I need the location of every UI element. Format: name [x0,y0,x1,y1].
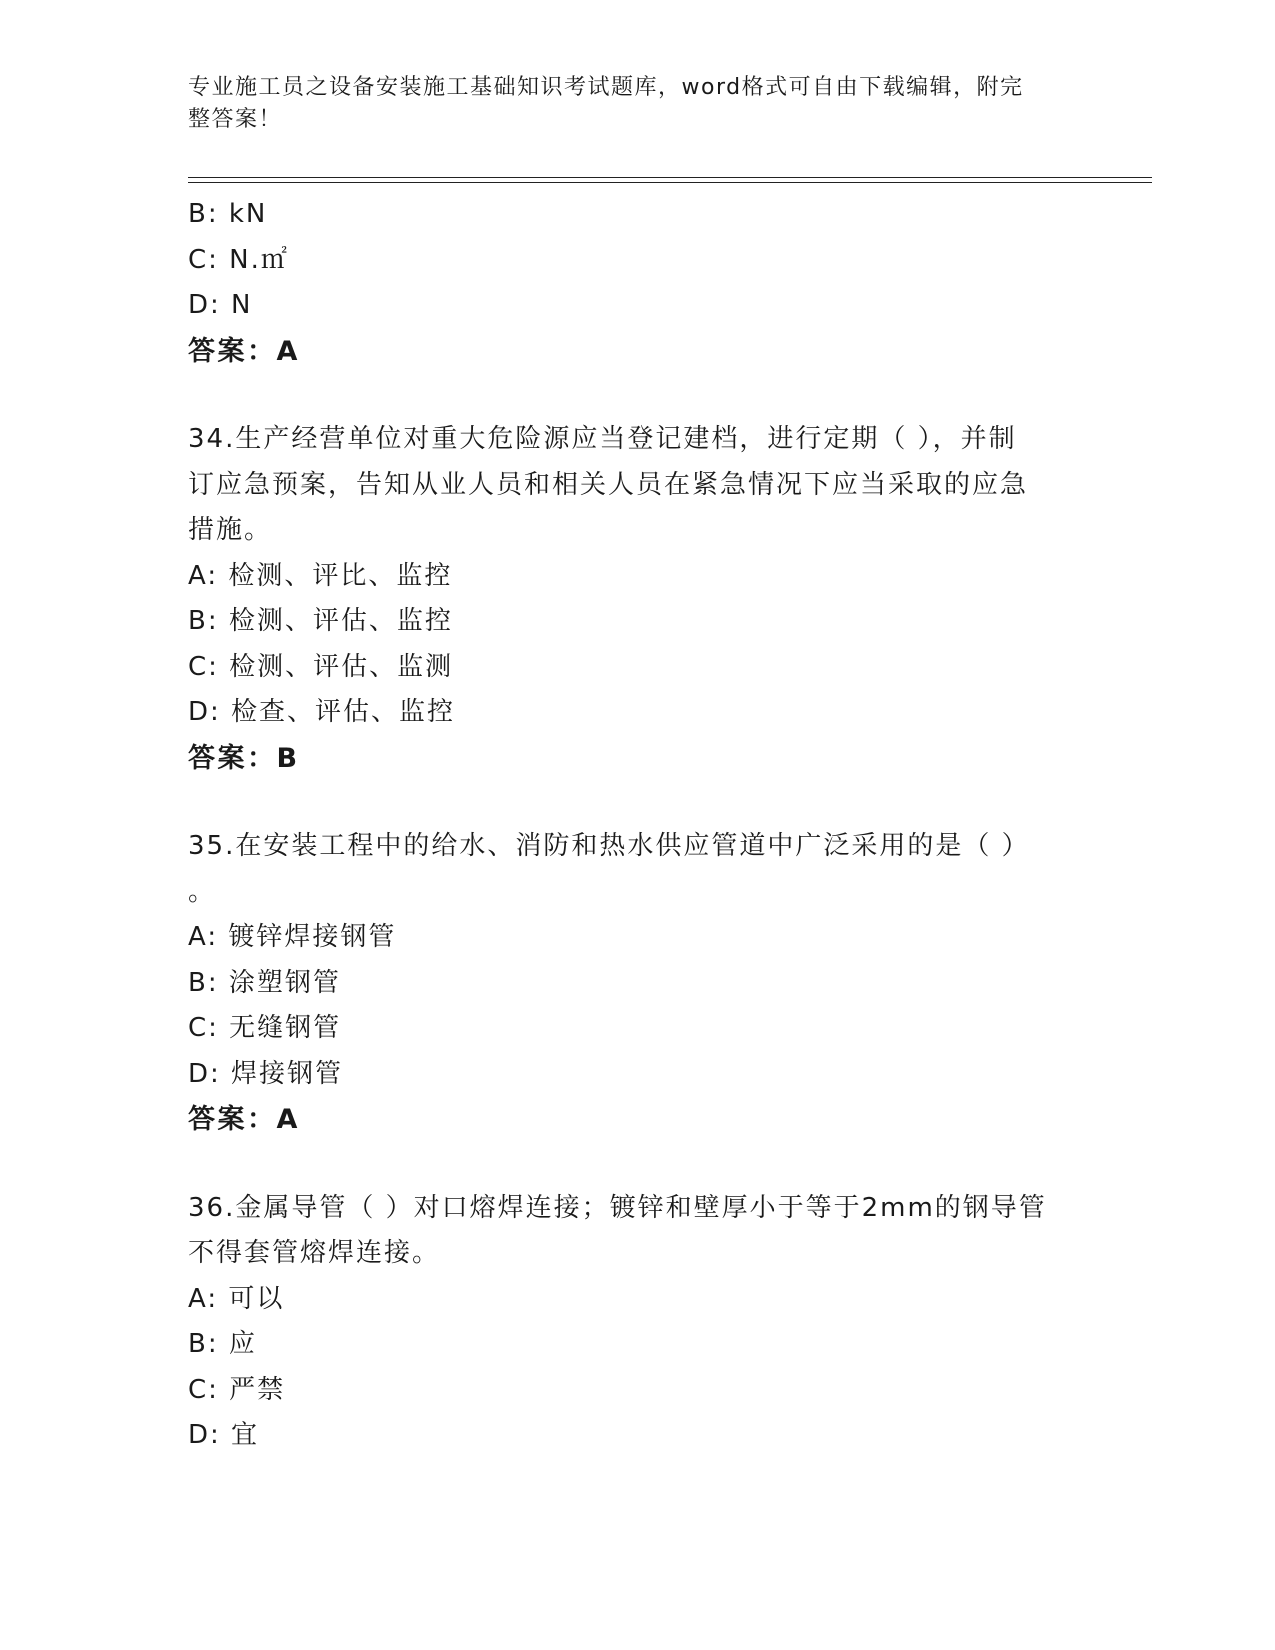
option-b: B: kN [188,199,268,229]
option-a: A: 可以 [188,1283,285,1314]
question-stem: 订应急预案，告知从业人员和相关人员在紧急情况下应当采取的应急 [188,469,1029,500]
question-list [188,192,1068,1459]
option-c: C: 严禁 [188,1374,286,1405]
header-line-1: 专业施工员之设备安装施工基础知识考试题库，word格式可自由下载编辑，附完 [188,75,1024,100]
option-b: B: 检测、评估、监控 [188,606,453,636]
option-b: B: 涂塑钢管 [188,967,341,998]
question-stem: 35.在安装工程中的给水、消防和热水供应管道中广泛采用的是（ ） [188,831,1030,861]
header-line-2: 整答案！ [188,107,283,132]
option-c: C: N.㎡ [188,244,289,275]
spacer [188,374,1068,417]
option-a: A: 镀锌焊接钢管 [188,922,397,952]
question-stem: 34.生产经营单位对重大危险源应当登记建档，进行定期（ ），并制 [188,424,1017,454]
answer: 答案：A [188,1104,300,1135]
option-c: C: 无缝钢管 [188,1013,342,1043]
header-divider-bottom [188,182,1152,183]
document-header [188,72,1068,136]
option-d: D: 焊接钢管 [188,1058,344,1089]
option-c: C: 检测、评估、监测 [188,651,454,682]
header-divider-top [188,177,1152,178]
spacer [188,781,1068,824]
question-34 [188,417,1068,781]
question-stem: 措施。 [188,515,273,545]
option-d: D: N [188,290,253,320]
option-d: D: 检查、评估、监控 [188,697,456,727]
question-35 [188,824,1068,1143]
answer: 答案：B [188,742,300,774]
answer: 答案：A [188,335,300,367]
option-d: D: 宜 [188,1420,260,1450]
question-36 [188,1186,1068,1459]
question-stem: 36.金属导管（ ）对口熔焊连接；镀锌和壁厚小于等于2mm的钢导管 [188,1192,1047,1223]
question-stem: 不得套管熔焊连接。 [188,1238,441,1268]
option-b: B: 应 [188,1329,257,1359]
question-stem: 。 [188,876,217,907]
option-a: A: 检测、评比、监控 [188,560,453,591]
spacer [188,1143,1068,1186]
question-33-tail [188,192,1068,374]
